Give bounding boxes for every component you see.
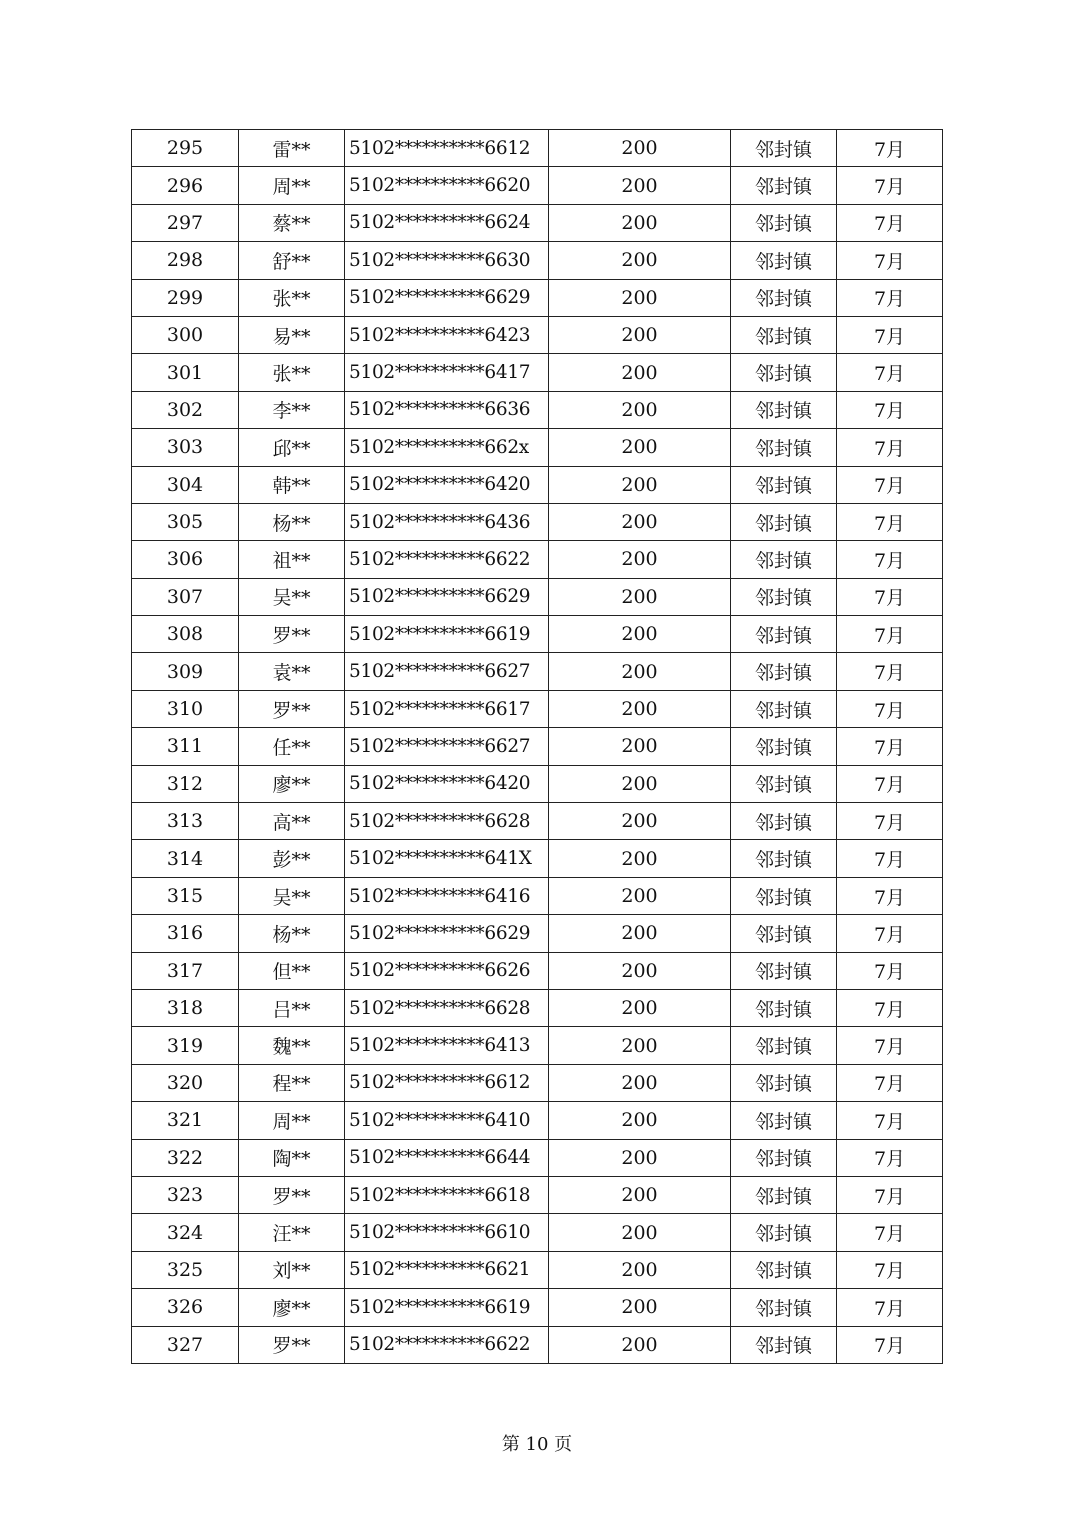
month-cell: 7月 (837, 204, 943, 241)
name-cell: 高** (239, 803, 345, 840)
amount-cell: 200 (549, 1064, 731, 1101)
name-cell: 廖** (239, 1289, 345, 1326)
seq-cell: 316 (132, 915, 239, 952)
table-row (132, 1214, 943, 1251)
amount-cell: 200 (549, 915, 731, 952)
amount-cell: 200 (549, 1139, 731, 1176)
month-cell: 7月 (837, 1214, 943, 1251)
table-row (132, 952, 943, 989)
town-cell: 邻封镇 (731, 877, 837, 914)
month-cell: 7月 (837, 1139, 943, 1176)
name-cell: 罗** (239, 1326, 345, 1363)
month-cell: 7月 (837, 578, 943, 615)
name-cell: 韩** (239, 466, 345, 503)
amount-cell: 200 (549, 466, 731, 503)
seq-cell: 307 (132, 578, 239, 615)
month-cell: 7月 (837, 840, 943, 877)
name-cell: 雷** (239, 130, 345, 167)
town-cell: 邻封镇 (731, 167, 837, 204)
table-row (132, 989, 943, 1026)
amount-cell: 200 (549, 616, 731, 653)
table-row (132, 728, 943, 765)
id-number-cell: 5102**********6417 (345, 354, 549, 391)
month-cell: 7月 (837, 1251, 943, 1288)
id-number-cell: 5102**********6636 (345, 391, 549, 428)
amount-cell: 200 (549, 1027, 731, 1064)
town-cell: 邻封镇 (731, 653, 837, 690)
table-row (132, 429, 943, 466)
name-cell: 罗** (239, 690, 345, 727)
table-row (132, 204, 943, 241)
name-cell: 李** (239, 391, 345, 428)
month-cell: 7月 (837, 1102, 943, 1139)
id-number-cell: 5102**********6436 (345, 503, 549, 540)
id-number-cell: 5102**********6626 (345, 952, 549, 989)
id-number-cell: 5102**********6627 (345, 728, 549, 765)
month-cell: 7月 (837, 728, 943, 765)
town-cell: 邻封镇 (731, 316, 837, 353)
name-cell: 罗** (239, 1176, 345, 1213)
amount-cell: 200 (549, 130, 731, 167)
seq-cell: 322 (132, 1139, 239, 1176)
name-cell: 任** (239, 728, 345, 765)
name-cell: 周** (239, 1102, 345, 1139)
table-row (132, 915, 943, 952)
amount-cell: 200 (549, 653, 731, 690)
seq-cell: 318 (132, 989, 239, 1026)
month-cell: 7月 (837, 1176, 943, 1213)
table-row (132, 1289, 943, 1326)
amount-cell: 200 (549, 316, 731, 353)
seq-cell: 321 (132, 1102, 239, 1139)
month-cell: 7月 (837, 989, 943, 1026)
amount-cell: 200 (549, 1214, 731, 1251)
id-number-cell: 5102**********6622 (345, 541, 549, 578)
amount-cell: 200 (549, 840, 731, 877)
seq-cell: 327 (132, 1326, 239, 1363)
amount-cell: 200 (549, 1102, 731, 1139)
table-row (132, 765, 943, 802)
amount-cell: 200 (549, 354, 731, 391)
name-cell: 邱** (239, 429, 345, 466)
name-cell: 吕** (239, 989, 345, 1026)
amount-cell: 200 (549, 279, 731, 316)
table-row (132, 316, 943, 353)
town-cell: 邻封镇 (731, 1027, 837, 1064)
table-row (132, 1064, 943, 1101)
name-cell: 但** (239, 952, 345, 989)
id-number-cell: 5102**********6619 (345, 1289, 549, 1326)
id-number-cell: 5102**********6628 (345, 803, 549, 840)
name-cell: 蔡** (239, 204, 345, 241)
seq-cell: 323 (132, 1176, 239, 1213)
name-cell: 廖** (239, 765, 345, 802)
amount-cell: 200 (549, 989, 731, 1026)
id-number-cell: 5102**********6610 (345, 1214, 549, 1251)
seq-cell: 297 (132, 204, 239, 241)
town-cell: 邻封镇 (731, 279, 837, 316)
month-cell: 7月 (837, 877, 943, 914)
name-cell: 易** (239, 316, 345, 353)
amount-cell: 200 (549, 765, 731, 802)
id-number-cell: 5102**********6619 (345, 616, 549, 653)
town-cell: 邻封镇 (731, 354, 837, 391)
name-cell: 吴** (239, 578, 345, 615)
id-number-cell: 5102**********6622 (345, 1326, 549, 1363)
table-row (132, 242, 943, 279)
id-number-cell: 5102**********6628 (345, 989, 549, 1026)
town-cell: 邻封镇 (731, 952, 837, 989)
id-number-cell: 5102**********6612 (345, 130, 549, 167)
seq-cell: 296 (132, 167, 239, 204)
table-row (132, 1027, 943, 1064)
seq-cell: 302 (132, 391, 239, 428)
seq-cell: 299 (132, 279, 239, 316)
amount-cell: 200 (549, 1176, 731, 1213)
name-cell: 祖** (239, 541, 345, 578)
seq-cell: 326 (132, 1289, 239, 1326)
name-cell: 程** (239, 1064, 345, 1101)
id-number-cell: 5102**********662x (345, 429, 549, 466)
town-cell: 邻封镇 (731, 915, 837, 952)
town-cell: 邻封镇 (731, 1251, 837, 1288)
seq-cell: 306 (132, 541, 239, 578)
seq-cell: 320 (132, 1064, 239, 1101)
town-cell: 邻封镇 (731, 578, 837, 615)
month-cell: 7月 (837, 915, 943, 952)
name-cell: 魏** (239, 1027, 345, 1064)
table-row (132, 877, 943, 914)
amount-cell: 200 (549, 728, 731, 765)
id-number-cell: 5102**********6629 (345, 915, 549, 952)
table-row (132, 354, 943, 391)
table-row (132, 1102, 943, 1139)
table-row (132, 578, 943, 615)
table-row (132, 616, 943, 653)
town-cell: 邻封镇 (731, 765, 837, 802)
id-number-cell: 5102**********6627 (345, 653, 549, 690)
name-cell: 周** (239, 167, 345, 204)
name-cell: 陶** (239, 1139, 345, 1176)
amount-cell: 200 (549, 952, 731, 989)
amount-cell: 200 (549, 429, 731, 466)
id-number-cell: 5102**********6612 (345, 1064, 549, 1101)
table-row (132, 279, 943, 316)
town-cell: 邻封镇 (731, 1102, 837, 1139)
name-cell: 彭** (239, 840, 345, 877)
month-cell: 7月 (837, 1027, 943, 1064)
month-cell: 7月 (837, 429, 943, 466)
seq-cell: 301 (132, 354, 239, 391)
town-cell: 邻封镇 (731, 989, 837, 1026)
town-cell: 邻封镇 (731, 391, 837, 428)
id-number-cell: 5102**********6413 (345, 1027, 549, 1064)
month-cell: 7月 (837, 279, 943, 316)
id-number-cell: 5102**********6423 (345, 316, 549, 353)
id-number-cell: 5102**********6621 (345, 1251, 549, 1288)
month-cell: 7月 (837, 167, 943, 204)
amount-cell: 200 (549, 503, 731, 540)
seq-cell: 314 (132, 840, 239, 877)
seq-cell: 308 (132, 616, 239, 653)
id-number-cell: 5102**********6630 (345, 242, 549, 279)
page-number: 第 10 页 (501, 1434, 573, 1455)
seq-cell: 300 (132, 316, 239, 353)
table-row (132, 840, 943, 877)
month-cell: 7月 (837, 1326, 943, 1363)
id-number-cell: 5102**********6629 (345, 578, 549, 615)
town-cell: 邻封镇 (731, 1064, 837, 1101)
month-cell: 7月 (837, 354, 943, 391)
amount-cell: 200 (549, 391, 731, 428)
amount-cell: 200 (549, 877, 731, 914)
table-row (132, 1326, 943, 1363)
table-row (132, 690, 943, 727)
table-row (132, 1176, 943, 1213)
name-cell: 张** (239, 354, 345, 391)
amount-cell: 200 (549, 1326, 731, 1363)
town-cell: 邻封镇 (731, 803, 837, 840)
seq-cell: 319 (132, 1027, 239, 1064)
table-row (132, 653, 943, 690)
table-row (132, 1251, 943, 1288)
name-cell: 袁** (239, 653, 345, 690)
table-row (132, 541, 943, 578)
table-row (132, 503, 943, 540)
id-number-cell: 5102**********641X (345, 840, 549, 877)
town-cell: 邻封镇 (731, 728, 837, 765)
town-cell: 邻封镇 (731, 466, 837, 503)
seq-cell: 309 (132, 653, 239, 690)
month-cell: 7月 (837, 616, 943, 653)
town-cell: 邻封镇 (731, 616, 837, 653)
id-number-cell: 5102**********6410 (345, 1102, 549, 1139)
town-cell: 邻封镇 (731, 690, 837, 727)
town-cell: 邻封镇 (731, 1214, 837, 1251)
table-body (132, 130, 943, 1364)
amount-cell: 200 (549, 167, 731, 204)
table-row (132, 803, 943, 840)
town-cell: 邻封镇 (731, 242, 837, 279)
amount-cell: 200 (549, 578, 731, 615)
amount-cell: 200 (549, 242, 731, 279)
month-cell: 7月 (837, 541, 943, 578)
month-cell: 7月 (837, 391, 943, 428)
id-number-cell: 5102**********6620 (345, 167, 549, 204)
table-row (132, 1139, 943, 1176)
seq-cell: 310 (132, 690, 239, 727)
id-number-cell: 5102**********6644 (345, 1139, 549, 1176)
subsidy-table (131, 129, 943, 1364)
town-cell: 邻封镇 (731, 1176, 837, 1213)
name-cell: 罗** (239, 616, 345, 653)
town-cell: 邻封镇 (731, 429, 837, 466)
month-cell: 7月 (837, 765, 943, 802)
amount-cell: 200 (549, 1289, 731, 1326)
id-number-cell: 5102**********6416 (345, 877, 549, 914)
seq-cell: 304 (132, 466, 239, 503)
month-cell: 7月 (837, 690, 943, 727)
seq-cell: 298 (132, 242, 239, 279)
id-number-cell: 5102**********6617 (345, 690, 549, 727)
table-row (132, 130, 943, 167)
month-cell: 7月 (837, 466, 943, 503)
name-cell: 杨** (239, 503, 345, 540)
table-row (132, 466, 943, 503)
seq-cell: 315 (132, 877, 239, 914)
seq-cell: 324 (132, 1214, 239, 1251)
id-number-cell: 5102**********6618 (345, 1176, 549, 1213)
table-row (132, 391, 943, 428)
month-cell: 7月 (837, 1289, 943, 1326)
amount-cell: 200 (549, 204, 731, 241)
name-cell: 舒** (239, 242, 345, 279)
amount-cell: 200 (549, 803, 731, 840)
town-cell: 邻封镇 (731, 541, 837, 578)
id-number-cell: 5102**********6420 (345, 466, 549, 503)
id-number-cell: 5102**********6629 (345, 279, 549, 316)
seq-cell: 303 (132, 429, 239, 466)
month-cell: 7月 (837, 316, 943, 353)
month-cell: 7月 (837, 952, 943, 989)
amount-cell: 200 (549, 541, 731, 578)
name-cell: 张** (239, 279, 345, 316)
month-cell: 7月 (837, 130, 943, 167)
seq-cell: 305 (132, 503, 239, 540)
name-cell: 刘** (239, 1251, 345, 1288)
month-cell: 7月 (837, 503, 943, 540)
seq-cell: 295 (132, 130, 239, 167)
name-cell: 汪** (239, 1214, 345, 1251)
name-cell: 吴** (239, 877, 345, 914)
name-cell: 杨** (239, 915, 345, 952)
town-cell: 邻封镇 (731, 130, 837, 167)
town-cell: 邻封镇 (731, 503, 837, 540)
month-cell: 7月 (837, 1064, 943, 1101)
town-cell: 邻封镇 (731, 1289, 837, 1326)
month-cell: 7月 (837, 803, 943, 840)
seq-cell: 313 (132, 803, 239, 840)
town-cell: 邻封镇 (731, 1326, 837, 1363)
month-cell: 7月 (837, 653, 943, 690)
month-cell: 7月 (837, 242, 943, 279)
amount-cell: 200 (549, 690, 731, 727)
seq-cell: 311 (132, 728, 239, 765)
town-cell: 邻封镇 (731, 1139, 837, 1176)
town-cell: 邻封镇 (731, 840, 837, 877)
table-row (132, 167, 943, 204)
seq-cell: 312 (132, 765, 239, 802)
seq-cell: 325 (132, 1251, 239, 1288)
id-number-cell: 5102**********6624 (345, 204, 549, 241)
town-cell: 邻封镇 (731, 204, 837, 241)
amount-cell: 200 (549, 1251, 731, 1288)
id-number-cell: 5102**********6420 (345, 765, 549, 802)
seq-cell: 317 (132, 952, 239, 989)
